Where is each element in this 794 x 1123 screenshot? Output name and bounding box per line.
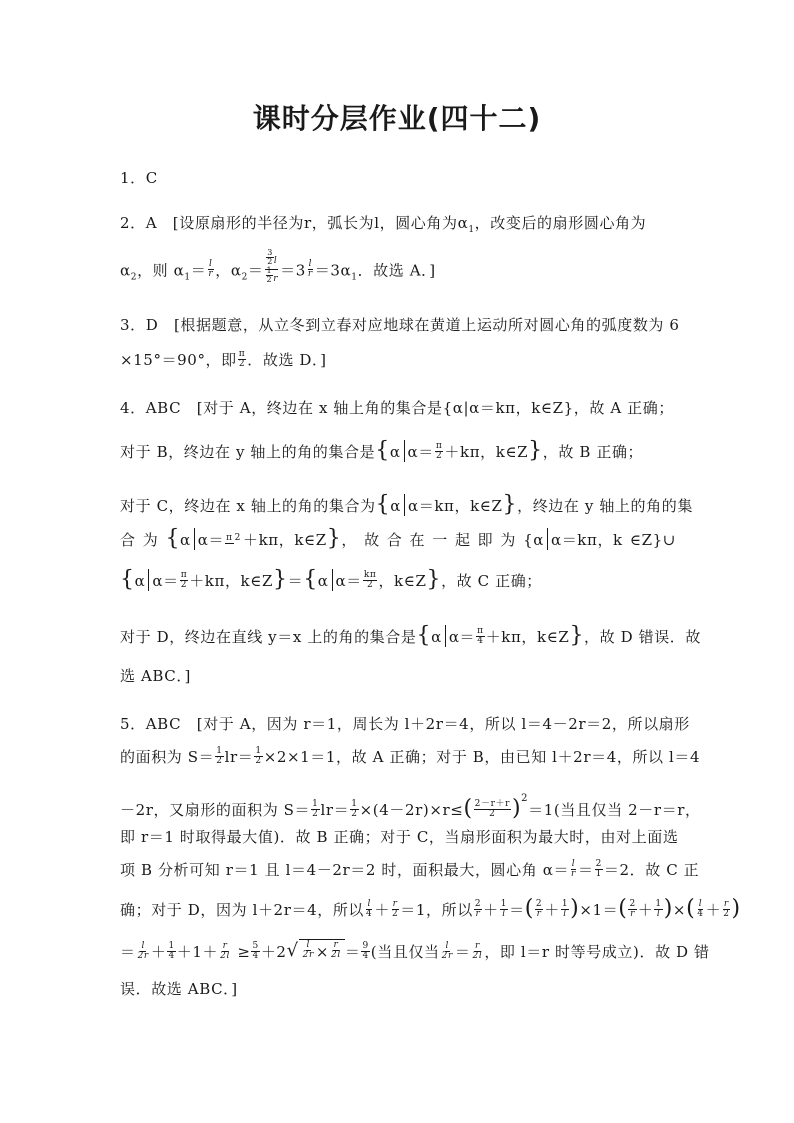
denominator: 2: [238, 358, 246, 369]
text: ＝: [344, 943, 361, 961]
text: α＝: [448, 628, 476, 646]
text: α: [180, 531, 191, 549]
fraction: [307, 260, 314, 279]
text: ＋2: [260, 943, 287, 961]
text: α＝kπ，k: [550, 531, 623, 549]
answer-4-line-4: [120, 528, 676, 552]
answer-3-line-1: [120, 313, 680, 337]
text: 合: [386, 531, 403, 549]
text: ×15°＝90°，即: [120, 351, 237, 369]
text: ≥: [237, 943, 251, 961]
denominator: 4: [477, 635, 484, 646]
variable: r: [273, 274, 279, 284]
text: ＝3α: [314, 261, 352, 280]
variable: l: [273, 256, 278, 266]
left-brace: {: [375, 438, 390, 463]
answer-4-line-2: [120, 440, 676, 464]
text: ＋: [483, 901, 499, 919]
text: ．故选 A．]: [357, 261, 436, 280]
text: ＝: [120, 943, 136, 961]
text: α: [431, 628, 442, 646]
text: －2r，又扇形的面积为 S＝: [120, 801, 311, 819]
text: ＝1，所以: [400, 901, 473, 919]
text: ＋1＋: [176, 943, 219, 961]
text: ．故选 D．]: [247, 351, 327, 369]
set-expression: {α α＝ π 2 ＋kπ，k∈Z}，: [165, 526, 357, 551]
text: 在: [409, 531, 426, 549]
denominator: 2: [180, 579, 188, 590]
text: ＝: [509, 901, 525, 919]
answer-5-line-1: [120, 712, 690, 736]
nested-fraction: [265, 248, 280, 287]
text: ＝: [247, 261, 264, 280]
denominator: 2: [367, 579, 374, 590]
text: 对于 B，终边在 y 轴上的角的集合是: [120, 443, 376, 461]
text: 的面积为 S＝: [120, 748, 215, 766]
text: ＝: [577, 861, 594, 879]
text: ，即 l＝r 时等号成立)．故 D 错: [484, 943, 710, 961]
text: 5．ABC [对于 A，因为 r＝1，周长为 l＋2r＝4，所以 l＝4－2r＝2，所以扇形: [120, 715, 690, 733]
answer-5-line-4: [120, 825, 679, 849]
denominator: r: [208, 269, 214, 279]
text: lr＝: [320, 801, 350, 819]
numerator: π: [238, 348, 246, 359]
text: ，故 D 错误．故: [584, 628, 702, 646]
fraction: [207, 260, 214, 279]
numerator: l: [308, 259, 313, 269]
text: ＋: [374, 901, 390, 919]
text: 误．故选 ABC．]: [120, 980, 238, 998]
text: 3．D [根据题意，从立冬到立春对应地球在黄道上运动所对圆心角的弧度数为 6: [120, 316, 680, 334]
set-bar: [404, 494, 405, 516]
text: 2．A [设原扇形的半径为r，弧长为l，圆心角为α: [120, 214, 469, 232]
text: ×(4－2r)×r≤: [359, 801, 464, 819]
subscript: 2: [130, 272, 138, 283]
text: ，故 C 正确；: [441, 572, 542, 590]
text: ，则 α: [137, 261, 185, 280]
subscript: 1: [468, 225, 475, 235]
text: 合: [120, 531, 136, 549]
answer-3-line-2: [120, 348, 676, 372]
text: 起: [454, 531, 471, 549]
right-brace: }: [502, 492, 518, 517]
numerator: l: [209, 259, 213, 269]
text: 选 ABC．]: [120, 667, 191, 685]
text: {α: [523, 531, 544, 549]
numerator: π: [226, 533, 233, 543]
answer-5-line-3: －2r，又扇形的面积为 S＝ $\frac{1}{2}$ lr＝ $\frac{1}{2}$ ×(4－2r)×r≤( $\frac{2-r+r}{2}$ )$^2$＝1(当且仅当 2－r＝r，: [120, 793, 701, 821]
text: α＝kπ，k∈Z: [408, 497, 503, 515]
text: α＝: [197, 531, 225, 549]
text: ＝: [454, 943, 471, 961]
text: 即 r＝1 时取得最大值)．故 B 正确；对于 C，当扇形面积为最大时，由对上面选: [120, 828, 679, 846]
text: α＝: [152, 572, 179, 590]
answer-5-line-7: ＝ $\frac{l}{2r}$ ＋ $\frac{1}{4}$ ＋1＋ $\frac{r}{2l}$ ≥ $\frac{5}{4}$ ＋2√ $\frac{l}{2r}$ × $\frac{r}{2l}$ ＝ $\frac{9}{4}$ (当且仅当 $\frac{l}{2r}$ ＝ $\frac{r}{2l}$ ，即 l＝r 时等号成立)．故 D 错: [120, 940, 676, 966]
text: ×2×1＝1，故 A 正确；对于 B，由已知 l＋2r＝4，所以 l＝4: [263, 748, 701, 766]
text: ，k∈Z: [378, 572, 427, 590]
text: ×1＝: [579, 901, 619, 919]
subscript: 1: [351, 272, 358, 283]
fraction: [238, 350, 247, 369]
text: 4．ABC [对于 A，终边在 x 轴上角的集合是{α|α＝kπ，k∈Z}，故 A 正确；: [120, 399, 674, 417]
numerator: kπ: [363, 569, 377, 580]
text: ，故 B 正确；: [542, 443, 644, 461]
text: α: [389, 443, 401, 461]
text: 即: [477, 531, 494, 549]
denominator: r: [307, 269, 313, 279]
text: α: [317, 572, 329, 590]
answer-5-line-6: 确；对于 D，因为 l＋2r＝4，所以 $\frac{l}{4}$ ＋ $\frac{r}{2}$ ＝1，所以 $\frac{2}{r}$ ＋ $\frac{1}{l}$ ＝( $\frac{2}{r}$ ＋ $\frac{1}{l}$ )×1＝( $\frac{2}{r}$ ＋ $\frac{1}{l}$ )×( $\frac{l}{4}$ ＋ $\frac{r}{2}$ ): [120, 896, 741, 921]
text: ，α: [215, 261, 242, 280]
text: 对于 C，终边在 x 轴上的角的集合为: [120, 497, 376, 515]
text: ＝1(当且仅当 2－r＝r，: [528, 801, 701, 819]
answer-1: [120, 166, 676, 190]
denominator: 2: [234, 533, 241, 543]
text: 为: [500, 531, 516, 549]
text: α＝: [407, 443, 434, 461]
fraction: [266, 249, 274, 266]
text: ＝: [190, 261, 207, 280]
answer-1-text: 1．C: [120, 169, 158, 187]
answer-5-line-5: 项 B 分析可知 r＝1 且 l＝4－2r＝2 时，面积最大，圆心角 α＝ $\frac{l}{r}$ ＝ $\frac{2}{1}$ ＝2．故 C 正: [120, 858, 700, 879]
answer-5-line-2: 的面积为 S＝ $\frac{1}{2}$ lr＝ $\frac{1}{2}$ ×2×1＝1，故 A 正确；对于 B，由已知 l＋2r＝4，所以 l＝4: [120, 745, 701, 766]
text: ＝2．故 C 正: [603, 861, 700, 879]
denominator: 2: [266, 275, 273, 284]
text: 一: [432, 531, 448, 549]
text: ＋: [150, 943, 167, 961]
numerator: 3: [267, 248, 273, 257]
numerator: 1: [266, 266, 273, 275]
denominator: 2: [267, 257, 273, 266]
answer-2-line-1: [120, 211, 676, 242]
numerator: π: [435, 440, 443, 451]
subscript: 1: [184, 272, 191, 283]
text: ＋kπ，k∈Z: [242, 531, 327, 549]
text: ，: [341, 531, 357, 549]
text: 故: [364, 531, 380, 549]
text: 为: [142, 531, 159, 549]
page-title: 课时分层作业(四十二): [252, 102, 542, 135]
text: ＝3: [280, 261, 306, 280]
answer-4-line-1: [120, 396, 676, 420]
subscript: 2: [241, 272, 248, 283]
exponent: 2: [521, 793, 529, 804]
left-brace: {: [375, 492, 391, 517]
text: ＝: [287, 572, 304, 590]
text: ＋kπ，k∈Z: [189, 572, 273, 590]
set-expression: [523, 528, 623, 552]
text: ∈Z}∪: [629, 531, 676, 549]
denominator: 2: [435, 450, 443, 461]
text: 确；对于 D，因为 l＋2r＝4，所以: [120, 901, 365, 919]
text: 对于 D，终边在直线 y＝x 上的角的集合是: [120, 628, 417, 646]
numerator: π: [180, 569, 188, 580]
text: ＋kπ，k∈Z: [444, 443, 529, 461]
text: α＝: [335, 572, 362, 590]
fraction: [435, 442, 444, 461]
text: ，改变后的扇形圆心角为: [474, 214, 647, 232]
answer-4-line-5: {α α＝ $\frac{\pi}{2}$ ＋kπ，k∈Z}＝{α α＝ $\frac{k\pi}{2}$ ，k∈Z}，故 C 正确；: [120, 567, 542, 592]
text: α: [134, 572, 146, 590]
text: α: [390, 497, 401, 515]
fraction: [266, 267, 274, 284]
text: 项 B 分析可知 r＝1 且 l＝4－2r＝2 时，面积最大，圆心角 α＝: [120, 861, 570, 879]
text: α: [120, 261, 131, 280]
text: ×: [672, 901, 687, 919]
text: (当且仅当: [370, 943, 440, 961]
answer-4-line-7: [120, 664, 676, 688]
text: ，终边在 y 轴上的角的集: [517, 497, 693, 515]
answer-4-line-3: [120, 492, 693, 518]
text: ＋kπ，k∈Z: [485, 628, 570, 646]
answer-4-line-6: 对于 D，终边在直线 y＝x 上的角的集合是{α α＝ $\frac{\pi}{4}$ ＋kπ，k∈Z}，故 D 错误．故: [120, 623, 702, 648]
text: lr＝: [224, 748, 254, 766]
set-bar: [404, 440, 405, 462]
answer-2-line-2: [120, 248, 676, 290]
right-brace: }: [528, 438, 543, 463]
answer-5-line-8: [120, 977, 676, 1001]
numerator: π: [477, 625, 484, 636]
